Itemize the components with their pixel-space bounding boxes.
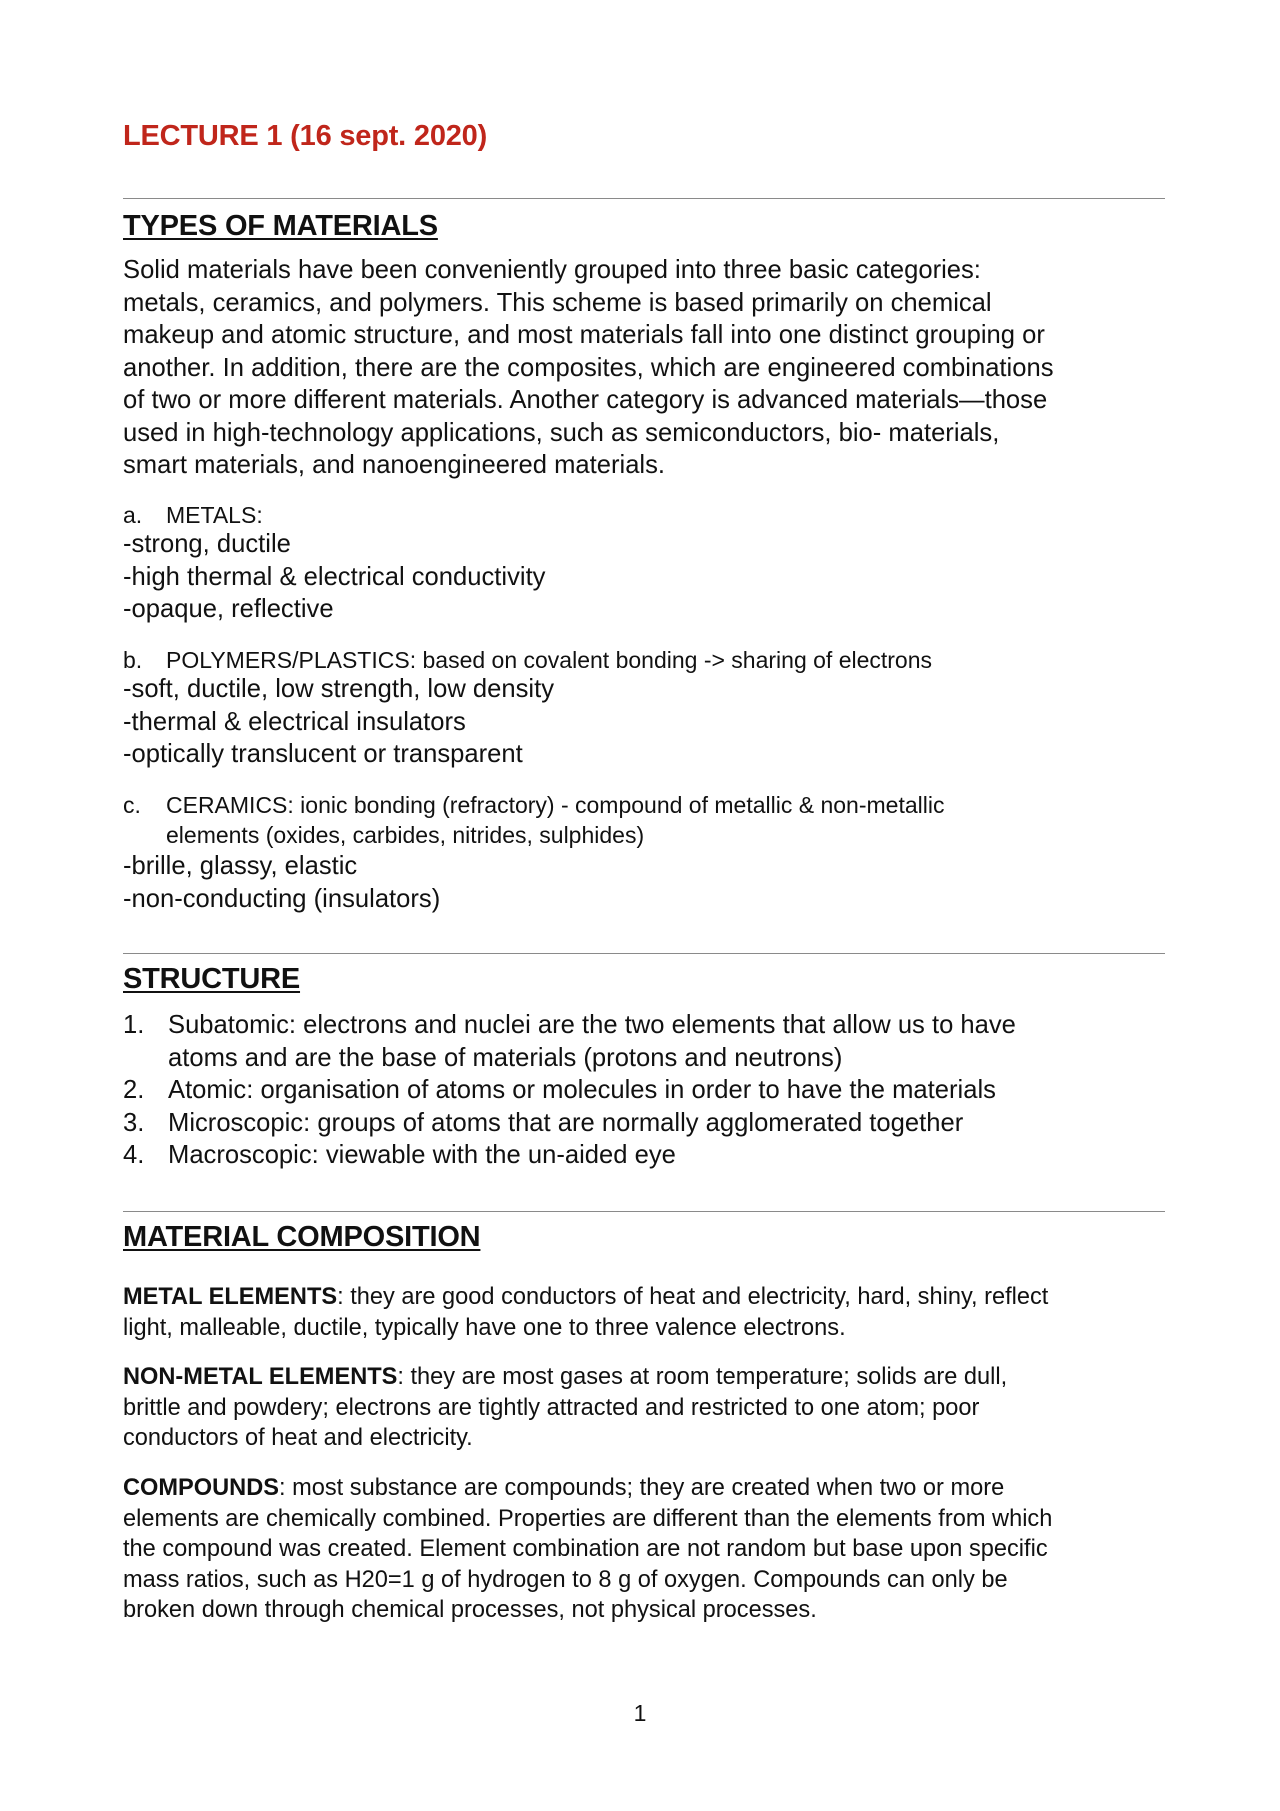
paragraph-line: another. In addition, there are the composites, which are engineered combinations bbox=[123, 353, 1054, 382]
paragraph-line: Solid materials have been conveniently grouped into three basic categories: bbox=[123, 256, 981, 284]
property-line: -optically translucent or transparent bbox=[123, 740, 523, 768]
definition-text: mass ratios, such as H20=1 g of hydrogen to 8 g of oxygen. Compounds can only be bbox=[123, 1566, 1008, 1593]
lecture-title: LECTURE 1 (16 sept. 2020) bbox=[123, 120, 488, 152]
list-item bbox=[123, 1139, 1165, 1172]
definition-term: NON-METAL ELEMENTS bbox=[123, 1364, 398, 1390]
list-item-text: Macroscopic: viewable with the un-aided eye bbox=[168, 1141, 676, 1169]
definition-text: conductors of heat and electricity. bbox=[123, 1425, 473, 1451]
definition-term: METAL ELEMENTS bbox=[123, 1284, 338, 1310]
category-metals-label bbox=[123, 500, 1165, 530]
section-heading-structure: STRUCTURE bbox=[123, 963, 301, 995]
category-label-continuation: elements (oxides, carbides, nitrides, sulphides) bbox=[166, 822, 645, 848]
list-item-text: Atomic: organisation of atoms or molecules in order to have the materials bbox=[168, 1076, 996, 1104]
property-line: -soft, ductile, low strength, low density bbox=[123, 675, 555, 703]
structure-list bbox=[123, 1009, 1165, 1172]
definition-text: : they are most gases at room temperature; solids are dull, bbox=[397, 1364, 1008, 1390]
list-number: 3. bbox=[123, 1108, 145, 1137]
paragraph-line: metals, ceramics, and polymers. This scheme is based primarily on chemical bbox=[123, 288, 992, 317]
divider bbox=[123, 198, 1165, 199]
category-label: CERAMICS: ionic bonding (refractory) - compound of metallic & non-metallic bbox=[166, 792, 945, 818]
definition-text: elements are chemically combined. Properties are different than the elements from which bbox=[123, 1505, 1053, 1532]
list-marker: c. bbox=[123, 792, 141, 818]
property-line: -opaque, reflective bbox=[123, 595, 334, 623]
section-heading-types: TYPES OF MATERIALS bbox=[123, 210, 438, 242]
list-item-text: atoms and are the base of materials (protons and neutrons) bbox=[168, 1043, 843, 1072]
category-label: POLYMERS/PLASTICS: based on covalent bonding -> sharing of electrons bbox=[166, 647, 933, 673]
paragraph-line: of two or more different materials. Another category is advanced materials—those bbox=[123, 386, 1048, 414]
definition-text: the compound was created. Element combination are not random but base upon specific bbox=[123, 1536, 1048, 1562]
definition-text: broken down through chemical processes, not physical processes. bbox=[123, 1597, 817, 1623]
list-item-text: Subatomic: electrons and nuclei are the two elements that allow us to have bbox=[168, 1011, 1016, 1039]
category-ceramics-label bbox=[123, 790, 1165, 850]
definition-text: : they are good conductors of heat and electricity, hard, shiny, reflect bbox=[337, 1284, 1049, 1310]
page-number: 1 bbox=[633, 1700, 647, 1726]
property-line: -high thermal & electrical conductivity bbox=[123, 562, 546, 591]
polymers-properties bbox=[123, 673, 1165, 771]
definition-text: : most substance are compounds; they are created when two or more bbox=[279, 1475, 1005, 1501]
definition-non-metal-elements bbox=[123, 1362, 1165, 1454]
category-label: METALS: bbox=[166, 502, 263, 528]
property-line: -non-conducting (insulators) bbox=[123, 884, 441, 913]
list-number: 4. bbox=[123, 1141, 145, 1169]
divider bbox=[123, 1211, 1165, 1212]
metals-properties bbox=[123, 528, 1165, 626]
definition-metal-elements bbox=[123, 1282, 1165, 1343]
list-item bbox=[123, 1009, 1165, 1074]
definition-text: light, malleable, ductile, typically have one to three valence electrons. bbox=[123, 1314, 846, 1341]
definition-compounds bbox=[123, 1473, 1165, 1626]
list-item bbox=[123, 1074, 1165, 1107]
ceramics-properties bbox=[123, 850, 1165, 915]
property-line: -thermal & electrical insulators bbox=[123, 707, 466, 736]
paragraph-line: smart materials, and nanoengineered materials. bbox=[123, 451, 666, 479]
definition-text: brittle and powdery; electrons are tightly attracted and restricted to one atom; poor bbox=[123, 1394, 980, 1421]
list-marker: a. bbox=[123, 502, 143, 528]
section-heading-composition: MATERIAL COMPOSITION bbox=[123, 1221, 481, 1253]
list-marker: b. bbox=[123, 647, 143, 673]
list-number: 2. bbox=[123, 1076, 145, 1104]
definition-term: COMPOUNDS bbox=[123, 1475, 279, 1501]
paragraph-line: makeup and atomic structure, and most materials fall into one distinct grouping or bbox=[123, 321, 1045, 349]
types-intro-paragraph bbox=[123, 254, 1165, 482]
list-item bbox=[123, 1107, 1165, 1140]
list-number: 1. bbox=[123, 1011, 145, 1039]
divider bbox=[123, 953, 1165, 954]
property-line: -strong, ductile bbox=[123, 530, 291, 558]
list-item-text: Microscopic: groups of atoms that are normally agglomerated together bbox=[168, 1108, 964, 1137]
category-polymers-label bbox=[123, 645, 1165, 675]
paragraph-line: used in high-technology applications, such as semiconductors, bio- materials, bbox=[123, 418, 1000, 447]
property-line: -brille, glassy, elastic bbox=[123, 852, 358, 880]
